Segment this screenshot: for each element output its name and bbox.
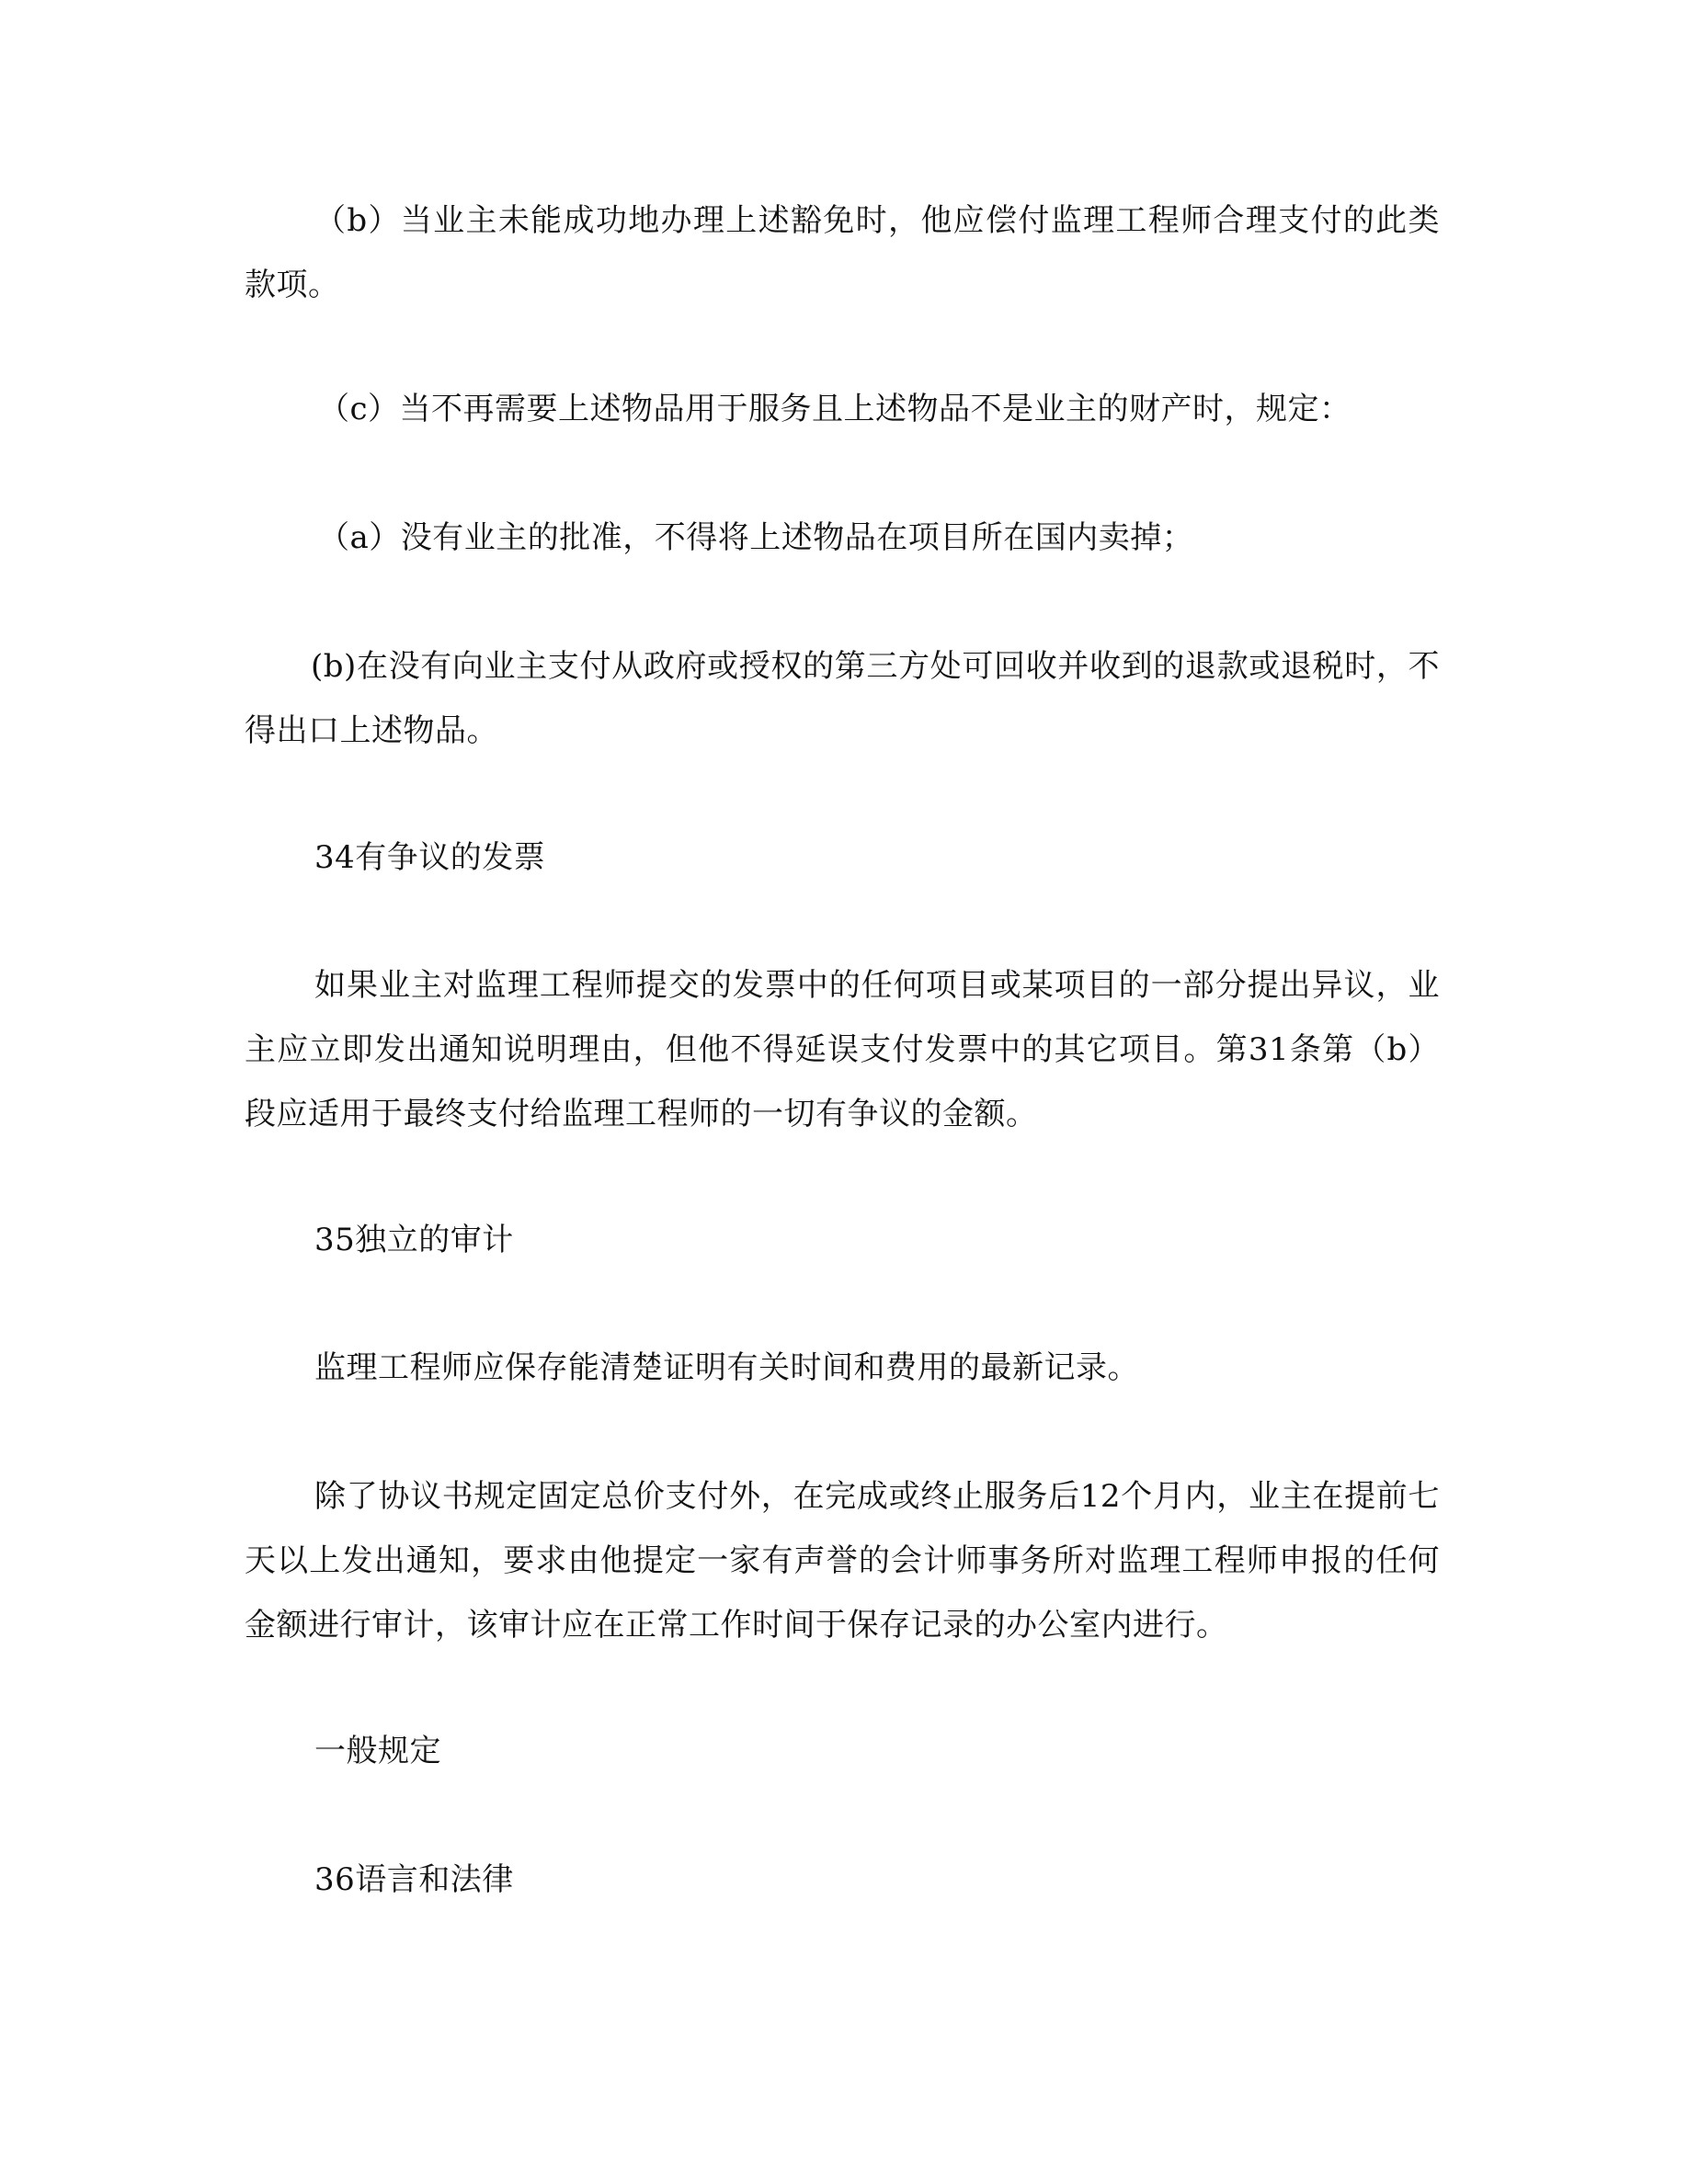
paragraph-b-no-export-without-refund: (b)在没有向业主支付从政府或授权的第三方处可回收并收到的退款或退税时，不得出口上述物品。 bbox=[245, 648, 1440, 749]
paragraph-b-exemption-reimbursement: （b）当业主未能成功地办理上述豁免时，他应偿付监理工程师合理支付的此类款项。 bbox=[245, 202, 1440, 303]
paragraph-disputed-invoice-terms: 如果业主对监理工程师提交的发票中的任何项目或某项目的一部分提出异议，业主应立即发出通知说明理由，但他不得延误支付发票中的其它项目。第31条第（b）段应适用于最终支付给监理工程师的一切有争议的金额。 bbox=[245, 967, 1440, 1132]
paragraph-a-no-sale-without-approval: （a）没有业主的批准，不得将上述物品在项目所在国内卖掉； bbox=[318, 519, 1194, 556]
paragraph-keep-records: 监理工程师应保存能清楚证明有关时间和费用的最新记录。 bbox=[314, 1349, 1139, 1386]
paragraph-c-goods-no-longer-needed: （c）当不再需要上述物品用于服务且上述物品不是业主的财产时，规定： bbox=[318, 391, 1352, 427]
section-heading-36-language-and-law: 36语言和法律 bbox=[314, 1861, 514, 1898]
paragraph-audit-terms: 除了协议书规定固定总价支付外，在完成或终止服务后12个月内，业主在提前七天以上发出通知，要求由他提定一家有声誉的会计师事务所对监理工程师申报的任何金额进行审计，该审计应在正常工作时间于保存记录的办公室内进行。 bbox=[245, 1478, 1440, 1644]
section-heading-general-provisions: 一般规定 bbox=[314, 1733, 441, 1769]
section-heading-34-disputed-invoices: 34有争议的发票 bbox=[314, 839, 546, 876]
section-heading-35-independent-audit: 35独立的审计 bbox=[314, 1222, 514, 1258]
